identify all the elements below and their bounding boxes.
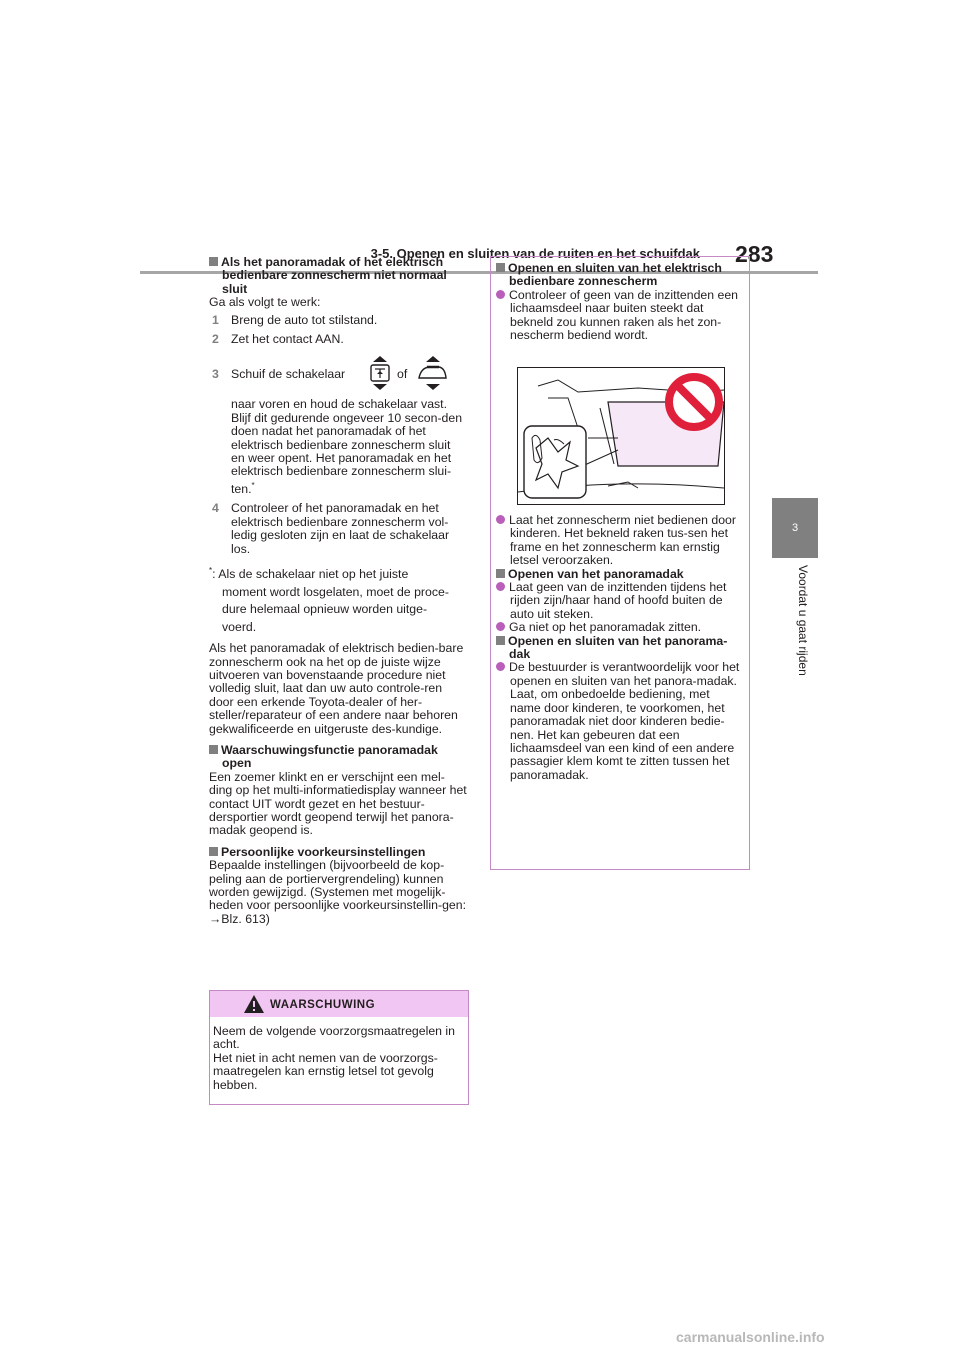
square-bullet-icon (496, 263, 505, 272)
right-column (496, 262, 742, 342)
bullet-hands-out: Laat geen van de inzittenden tijdens het rijden zijn/haar hand of hoofd buiten de auto uit steken. (496, 581, 742, 621)
circle-bullet-icon (496, 622, 505, 631)
warning-header (210, 991, 468, 1017)
circle-bullet-icon (496, 662, 505, 671)
page-number: 283 (735, 241, 774, 267)
square-bullet-icon (496, 569, 505, 578)
step-3: 3 Schuif de schakelaar of naar voren en houd de schakelaar vast. Blijf dit gedurende ongeveer 10 secon-den doen nadat het panoramadak of het elektrisch bedienbare zonnescherm sluit en weer opent. Het panoramadak en het elektrisch bedienbare zonnescherm slui-ten.* (209, 356, 467, 496)
circle-bullet-icon (496, 582, 505, 591)
heading-warning-function: Waarschuwingsfunctie panoramadak open (209, 744, 467, 771)
section-title: 3-5. Openen en sluiten van de ruiten en het schuifdak (370, 246, 700, 261)
circle-bullet-icon (496, 515, 505, 524)
sunshade-switch-icon (367, 356, 393, 390)
heading-personal-settings: Persoonlijke voorkeursinstellingen (209, 846, 467, 859)
step-2: 2 Zet het contact AAN. (212, 332, 344, 347)
footer-watermark: carmanualsonline.info (676, 1329, 825, 1345)
chapter-label: Voordat u gaat rijden (796, 565, 810, 676)
left-column (209, 256, 467, 926)
intro-text: Ga als volgt te werk: (209, 295, 321, 310)
paragraph-dealer: Als het panoramadak of elektrisch bedien-bare zonnescherm ook na het op de juiste wijze uitvoeren van bovenstaande procedure niet volledig sluit, laat dan uw auto controle-ren door een erkende Toyota-dealer of her-steller/reparateur of een andere naar behoren gekwalificeerde en uitgeruste des-kundige. (209, 641, 464, 736)
bullet-children-sunshade: Laat het zonnescherm niet bedienen door kinderen. Het bekneld raken tus-sen het frame en het zonnescherm kan ernstig letsel veroorzaken. (496, 514, 742, 568)
heading-sunshade: Openen en sluiten van het elektrisch bedienbare zonnescherm (496, 262, 742, 289)
heading-open-roof: Openen van het panoramadak (496, 568, 742, 581)
sunroof-switch-icon (415, 356, 449, 390)
step-1: 1 Breng de auto tot stilstand. (212, 312, 378, 327)
warning-triangle-icon (243, 994, 265, 1014)
warning-body: Neem de volgende voorzorgsmaatregelen in acht. Het niet in acht nemen van de voorzorgs-maatregelen kan ernstig letsel tot gevolg hebben. (213, 1024, 455, 1092)
warning-box (209, 990, 469, 1105)
square-bullet-icon (209, 847, 218, 856)
footnote: *: Als de schakelaar niet op het juiste moment wordt losgelaten, moet de proce- dure helemaal opnieuw worden uitge- voerd. (209, 566, 449, 634)
bullet-driver-responsible: De bestuurder is verantwoordelijk voor het openen en sluiten van het panora-madak. Laat, om onbedoelde bediening, met name door kinderen, te voorkomen, het panoramadak niet door kinderen bedie-nen. Het kan gebeuren dat een lichaamsdeel van een kind of een andere passagier klem komt te zitten tussen het panoramadak. (496, 661, 742, 782)
square-bullet-icon (209, 745, 218, 754)
prohibition-icon (664, 372, 724, 432)
bullet-body-parts: Controleer of geen van de inzittenden een lichaamsdeel naar buiten steekt dat bekneld zou kunnen raken als het zon-nescherm bediend wordt. (496, 289, 742, 343)
step-4: 4 Controleer of het panoramadak en het elektrisch bedienbare zonnescherm vol-ledig gesloten zijn en laat de schakelaar los. (212, 501, 450, 556)
paragraph-settings: Bepaalde instellingen (bijvoorbeeld de kop-peling aan de portiervergrendeling) kunnen worden gewijzigd. (Systemen met mogelijk-heden voor persoonlijke voorkeursinstellin-gen: →Blz. 613) (209, 858, 467, 926)
circle-bullet-icon (496, 290, 505, 299)
square-bullet-icon (496, 636, 505, 645)
right-column-lower (496, 514, 742, 782)
pinch-warning-illustration (517, 367, 725, 505)
bullet-dont-sit: Ga niet op het panoramadak zitten. (496, 621, 742, 634)
heading-not-closing: Als het panoramadak of het elektrisch bedienbare zonnescherm niet normaal sluit (209, 256, 467, 296)
square-bullet-icon (209, 257, 218, 266)
chapter-tab[interactable]: 3 (772, 498, 818, 558)
paragraph-buzzer: Een zoemer klinkt en er verschijnt een mel-ding op het multi-informatiedisplay wanneer het contact UIT wordt gezet en het bestuur-dersportier wordt geopend terwijl het panora-madak geopend is. (209, 769, 467, 838)
warning-title: WAARSCHUWING (270, 999, 376, 1011)
heading-open-close-roof: Openen en sluiten van het panorama-dak (496, 635, 742, 662)
